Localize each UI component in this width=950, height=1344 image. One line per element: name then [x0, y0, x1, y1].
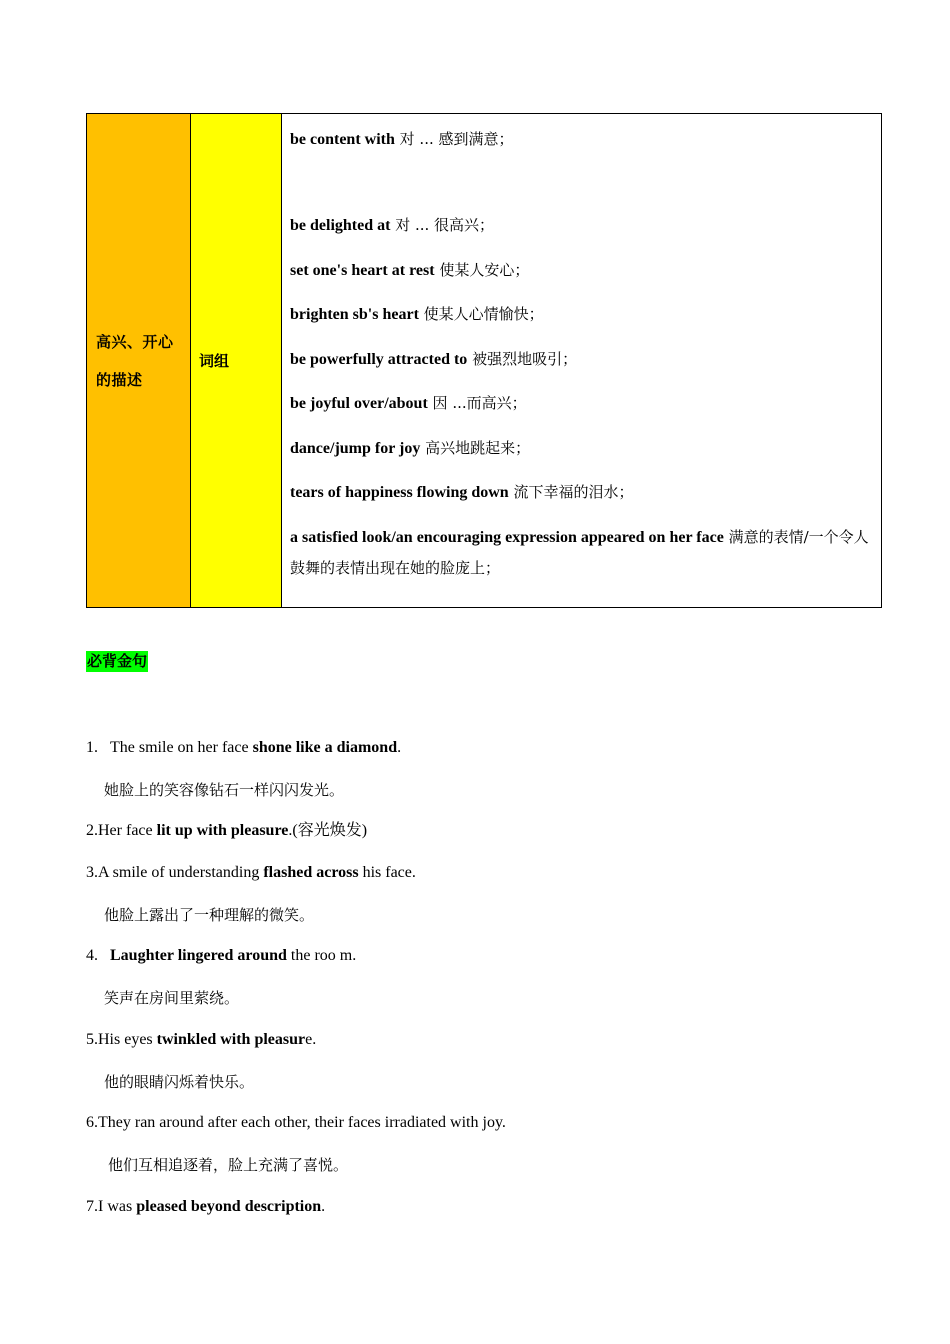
phrase-zh: 被强烈地吸引； — [467, 349, 578, 368]
phrase-zh: 使某人心情愉快； — [418, 305, 544, 323]
category-label: 高兴、开心的描述 — [96, 332, 174, 389]
phrase-item — [290, 344, 873, 375]
phrase-zh: 流下幸福的泪水； — [508, 483, 634, 501]
translation-1: 她脸上的笑容像钻石一样闪闪发光。 — [104, 780, 345, 799]
sentence-bold: lit up with pleasure — [156, 822, 289, 840]
phrase-zh: 使某人安心； — [434, 260, 530, 279]
phrase-item — [290, 522, 873, 584]
phrase-en: brighten sb's heart — [290, 306, 419, 323]
sentence-text: . — [397, 739, 402, 756]
phrase-item — [290, 388, 873, 419]
section-title: 必背金句 — [87, 652, 148, 670]
phrase-item — [290, 210, 873, 241]
phrase-item — [290, 433, 873, 464]
sentence-number: 1. — [86, 739, 98, 756]
sentence-5 — [86, 1028, 886, 1070]
sentence-text: . — [321, 1197, 326, 1215]
phrase-en: be joyful over/about — [290, 395, 428, 412]
sentence-2 — [86, 819, 886, 861]
phrase-item — [290, 255, 873, 286]
phrase-en: be powerfully attracted to — [290, 350, 468, 368]
phrase-zh: 对 ... 感到满意； — [394, 130, 514, 148]
sentence-bold: twinkled with pleasur — [156, 1030, 306, 1048]
vocab-table — [86, 113, 882, 608]
translation-3: 他脸上露出了一种理解的微笑。 — [104, 905, 315, 924]
translation-5: 他的眼睛闪烁着快乐。 — [104, 1072, 255, 1091]
phrase-en: a satisfied look/an encouraging expression appeared on her face — [290, 528, 724, 546]
phrase-list — [282, 114, 881, 607]
sentence-text: 5.His eyes — [86, 1030, 157, 1048]
table-row — [87, 114, 882, 608]
phrase-zh: 对 ... 很高兴； — [390, 216, 495, 234]
sentence-1 — [86, 736, 886, 778]
sentence-text: 7.I was — [86, 1197, 137, 1215]
phrase-zh: 因 ...而高兴； — [427, 394, 527, 412]
sentence-text: .(容光焕发) — [288, 822, 368, 840]
phrase-en: be content with — [290, 131, 395, 148]
sentence-bold: Laughter lingered around — [110, 947, 287, 965]
sentence-6: 6.They ran around after each other, their faces irradiated with joy. — [86, 1114, 506, 1132]
translation-4: 笑声在房间里萦绕。 — [104, 989, 240, 1008]
sentence-text: his face. — [358, 864, 416, 882]
translation-6: 他们互相追逐着，脸上充满了喜悦。 — [108, 1155, 349, 1174]
phrase-zh: 满意的表情/一个令人鼓舞的表情出现在她的脸庞上； — [290, 527, 869, 577]
type-label: 词组 — [199, 352, 230, 370]
phrase-en: set one's heart at rest — [290, 261, 435, 279]
phrase-item — [290, 477, 873, 508]
sentence-bold: flashed across — [263, 864, 359, 882]
category-cell — [87, 114, 191, 608]
sentence-3 — [86, 861, 886, 903]
phrase-en: be delighted at — [290, 217, 391, 234]
phrases-cell — [282, 114, 882, 608]
sentence-number: 4. — [86, 947, 98, 965]
sentence-7 — [86, 1195, 886, 1237]
phrase-item — [290, 299, 873, 330]
sentence-bold: shone like a diamond — [252, 739, 398, 756]
sentence-4 — [86, 944, 886, 986]
sentence-text: 3.A smile of understanding — [86, 864, 264, 882]
phrase-en: tears of happiness flowing down — [290, 484, 509, 501]
sentence-list — [86, 736, 886, 1236]
phrase-item — [290, 124, 873, 155]
phrase-zh: 高兴地跳起来； — [420, 438, 531, 457]
sentence-text: the roo m. — [286, 947, 357, 965]
sentence-text: 2.Her face — [86, 822, 157, 840]
sentence-text: The smile on her face — [110, 739, 253, 756]
sentence-bold: pleased beyond description — [136, 1197, 322, 1215]
phrase-en: dance/jump for joy — [290, 439, 421, 457]
type-cell — [191, 114, 282, 608]
sentence-text: e. — [305, 1030, 317, 1048]
